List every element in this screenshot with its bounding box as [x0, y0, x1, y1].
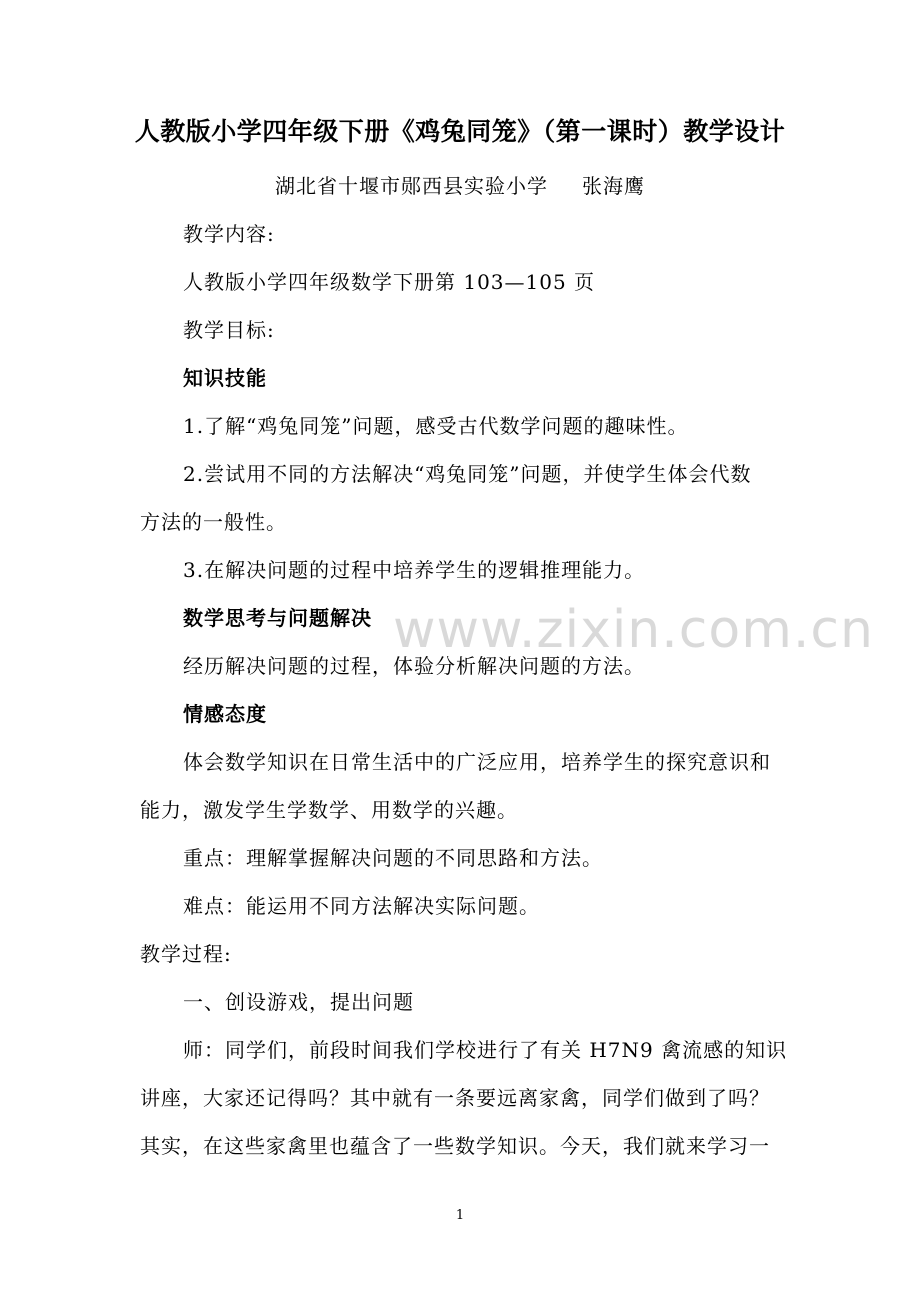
author-line [0, 172, 920, 200]
author-name: 张海鹰 [582, 174, 645, 198]
step-heading: 一、创设游戏，提出问题 [183, 990, 414, 1014]
paragraph-line: 师：同学们，前段时间我们学校进行了有关 H7N9 禽流感的知识 [183, 1038, 788, 1062]
paragraph-line: 能力，激发学生学数学、用数学的兴趣。 [140, 798, 518, 822]
paragraph-line: 人教版小学四年级数学下册第 103—105 页 [183, 270, 596, 294]
author-school: 湖北省十堰市郧西县实验小学 [275, 174, 548, 198]
paragraph-line: 1.了解“鸡兔同笼”问题，感受古代数学问题的趣味性。 [183, 414, 689, 438]
difficulty-line: 难点：能运用不同方法解决实际问题。 [183, 894, 540, 918]
paragraph-line: 经历解决问题的过程，体验分析解决问题的方法。 [183, 654, 645, 678]
paragraph-line: 讲座，大家还记得吗？其中就有一条要远离家禽，同学们做到了吗？ [140, 1086, 770, 1110]
paragraph-line: 2.尝试用不同的方法解决“鸡兔同笼”问题，并使学生体会代数 [183, 462, 752, 486]
subheading-attitude: 情感态度 [183, 702, 267, 726]
section-label-goals: 教学目标: [183, 318, 275, 342]
paragraph-line: 其实，在这些家禽里也蕴含了一些数学知识。今天，我们就来学习一 [140, 1134, 770, 1158]
page-number: 1 [455, 1208, 465, 1223]
section-label-content: 教学内容: [183, 222, 275, 246]
paragraph-line: 体会数学知识在日常生活中的广泛应用，培养学生的探究意识和 [183, 750, 771, 774]
subheading-thinking: 数学思考与问题解决 [183, 606, 372, 630]
key-point-line: 重点：理解掌握解决问题的不同思路和方法。 [183, 846, 603, 870]
watermark: www.zixin.com.cn [393, 600, 874, 660]
section-label-process: 教学过程: [140, 942, 232, 966]
paragraph-line: 3.在解决问题的过程中培养学生的逻辑推理能力。 [183, 558, 646, 582]
subheading-knowledge: 知识技能 [183, 366, 267, 390]
document-title: 人教版小学四年级下册《鸡兔同笼》（第一课时）教学设计 [134, 117, 786, 146]
paragraph-line: 方法的一般性。 [140, 510, 287, 534]
